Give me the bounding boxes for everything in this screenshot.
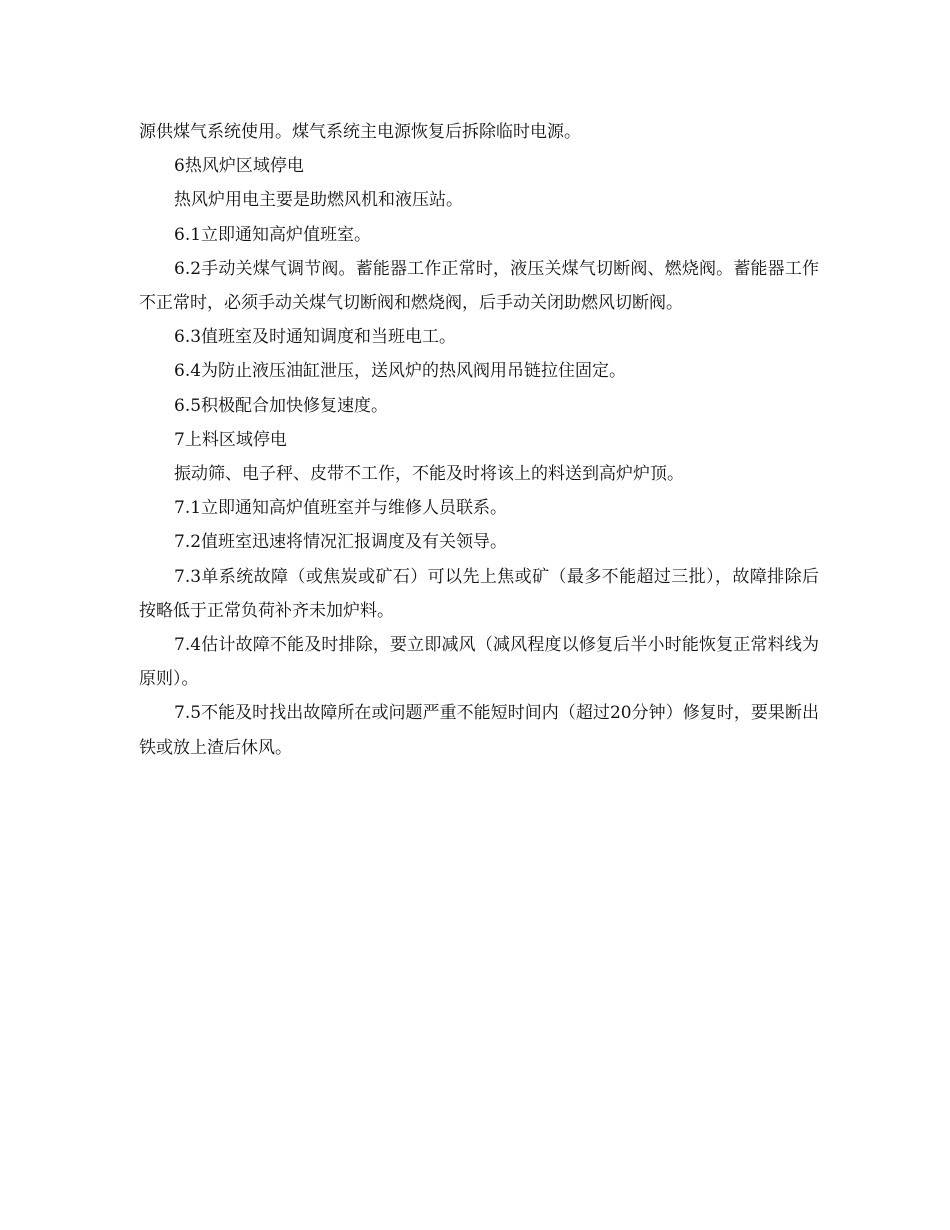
item-7-2: 7.2值班室迅速将情况汇报调度及有关领导。 xyxy=(174,532,508,553)
item-7-4: 7.4估计故障不能及时排除，要立即减风（减风程度以修复后半小时能恢复正常料线为原则）。 xyxy=(139,635,819,690)
item-6-1: 6.1立即通知高炉值班室。 xyxy=(174,224,372,245)
paragraph: 热风炉用电主要是助燃风机和液压站。 xyxy=(174,190,463,211)
item-6-2: 6.2手动关煤气调节阀。蓄能器工作正常时，液压关煤气切断阀、燃烧阀。蓄能器工作不正常时，必须手动关煤气切断阀和燃烧阀，后手动关闭助燃风切断阀。 xyxy=(139,258,819,314)
section-heading-7: 7上料区域停电 xyxy=(174,429,287,450)
document-body xyxy=(139,115,819,765)
paragraph: 振动筛、电子秤、皮带不工作，不能及时将该上的料送到高炉炉顶。 xyxy=(174,464,684,485)
item-7-3: 7.3单系统故障（或焦炭或矿石）可以先上焦或矿（最多不能超过三批），故障排除后按略低于正常负荷补齐未加炉料。 xyxy=(139,566,819,621)
item-6-5: 6.5积极配合加快修复速度。 xyxy=(174,395,389,416)
item-7-1: 7.1立即通知高炉值班室并与维修人员联系。 xyxy=(174,498,508,519)
item-6-3: 6.3值班室及时通知调度和当班电工。 xyxy=(174,327,457,348)
section-heading-6: 6热风炉区域停电 xyxy=(174,156,304,177)
paragraph-continuation: 源供煤气系统使用。煤气系统主电源恢复后拆除临时电源。 xyxy=(139,122,581,142)
item-7-5: 7.5不能及时找出故障所在或问题严重不能短时间内（超过20分钟）修复时，要果断出铁或放上渣后休风。 xyxy=(139,703,819,758)
item-6-4: 6.4为防止液压油缸泄压，送风炉的热风阀用吊链拉住固定。 xyxy=(174,361,627,382)
